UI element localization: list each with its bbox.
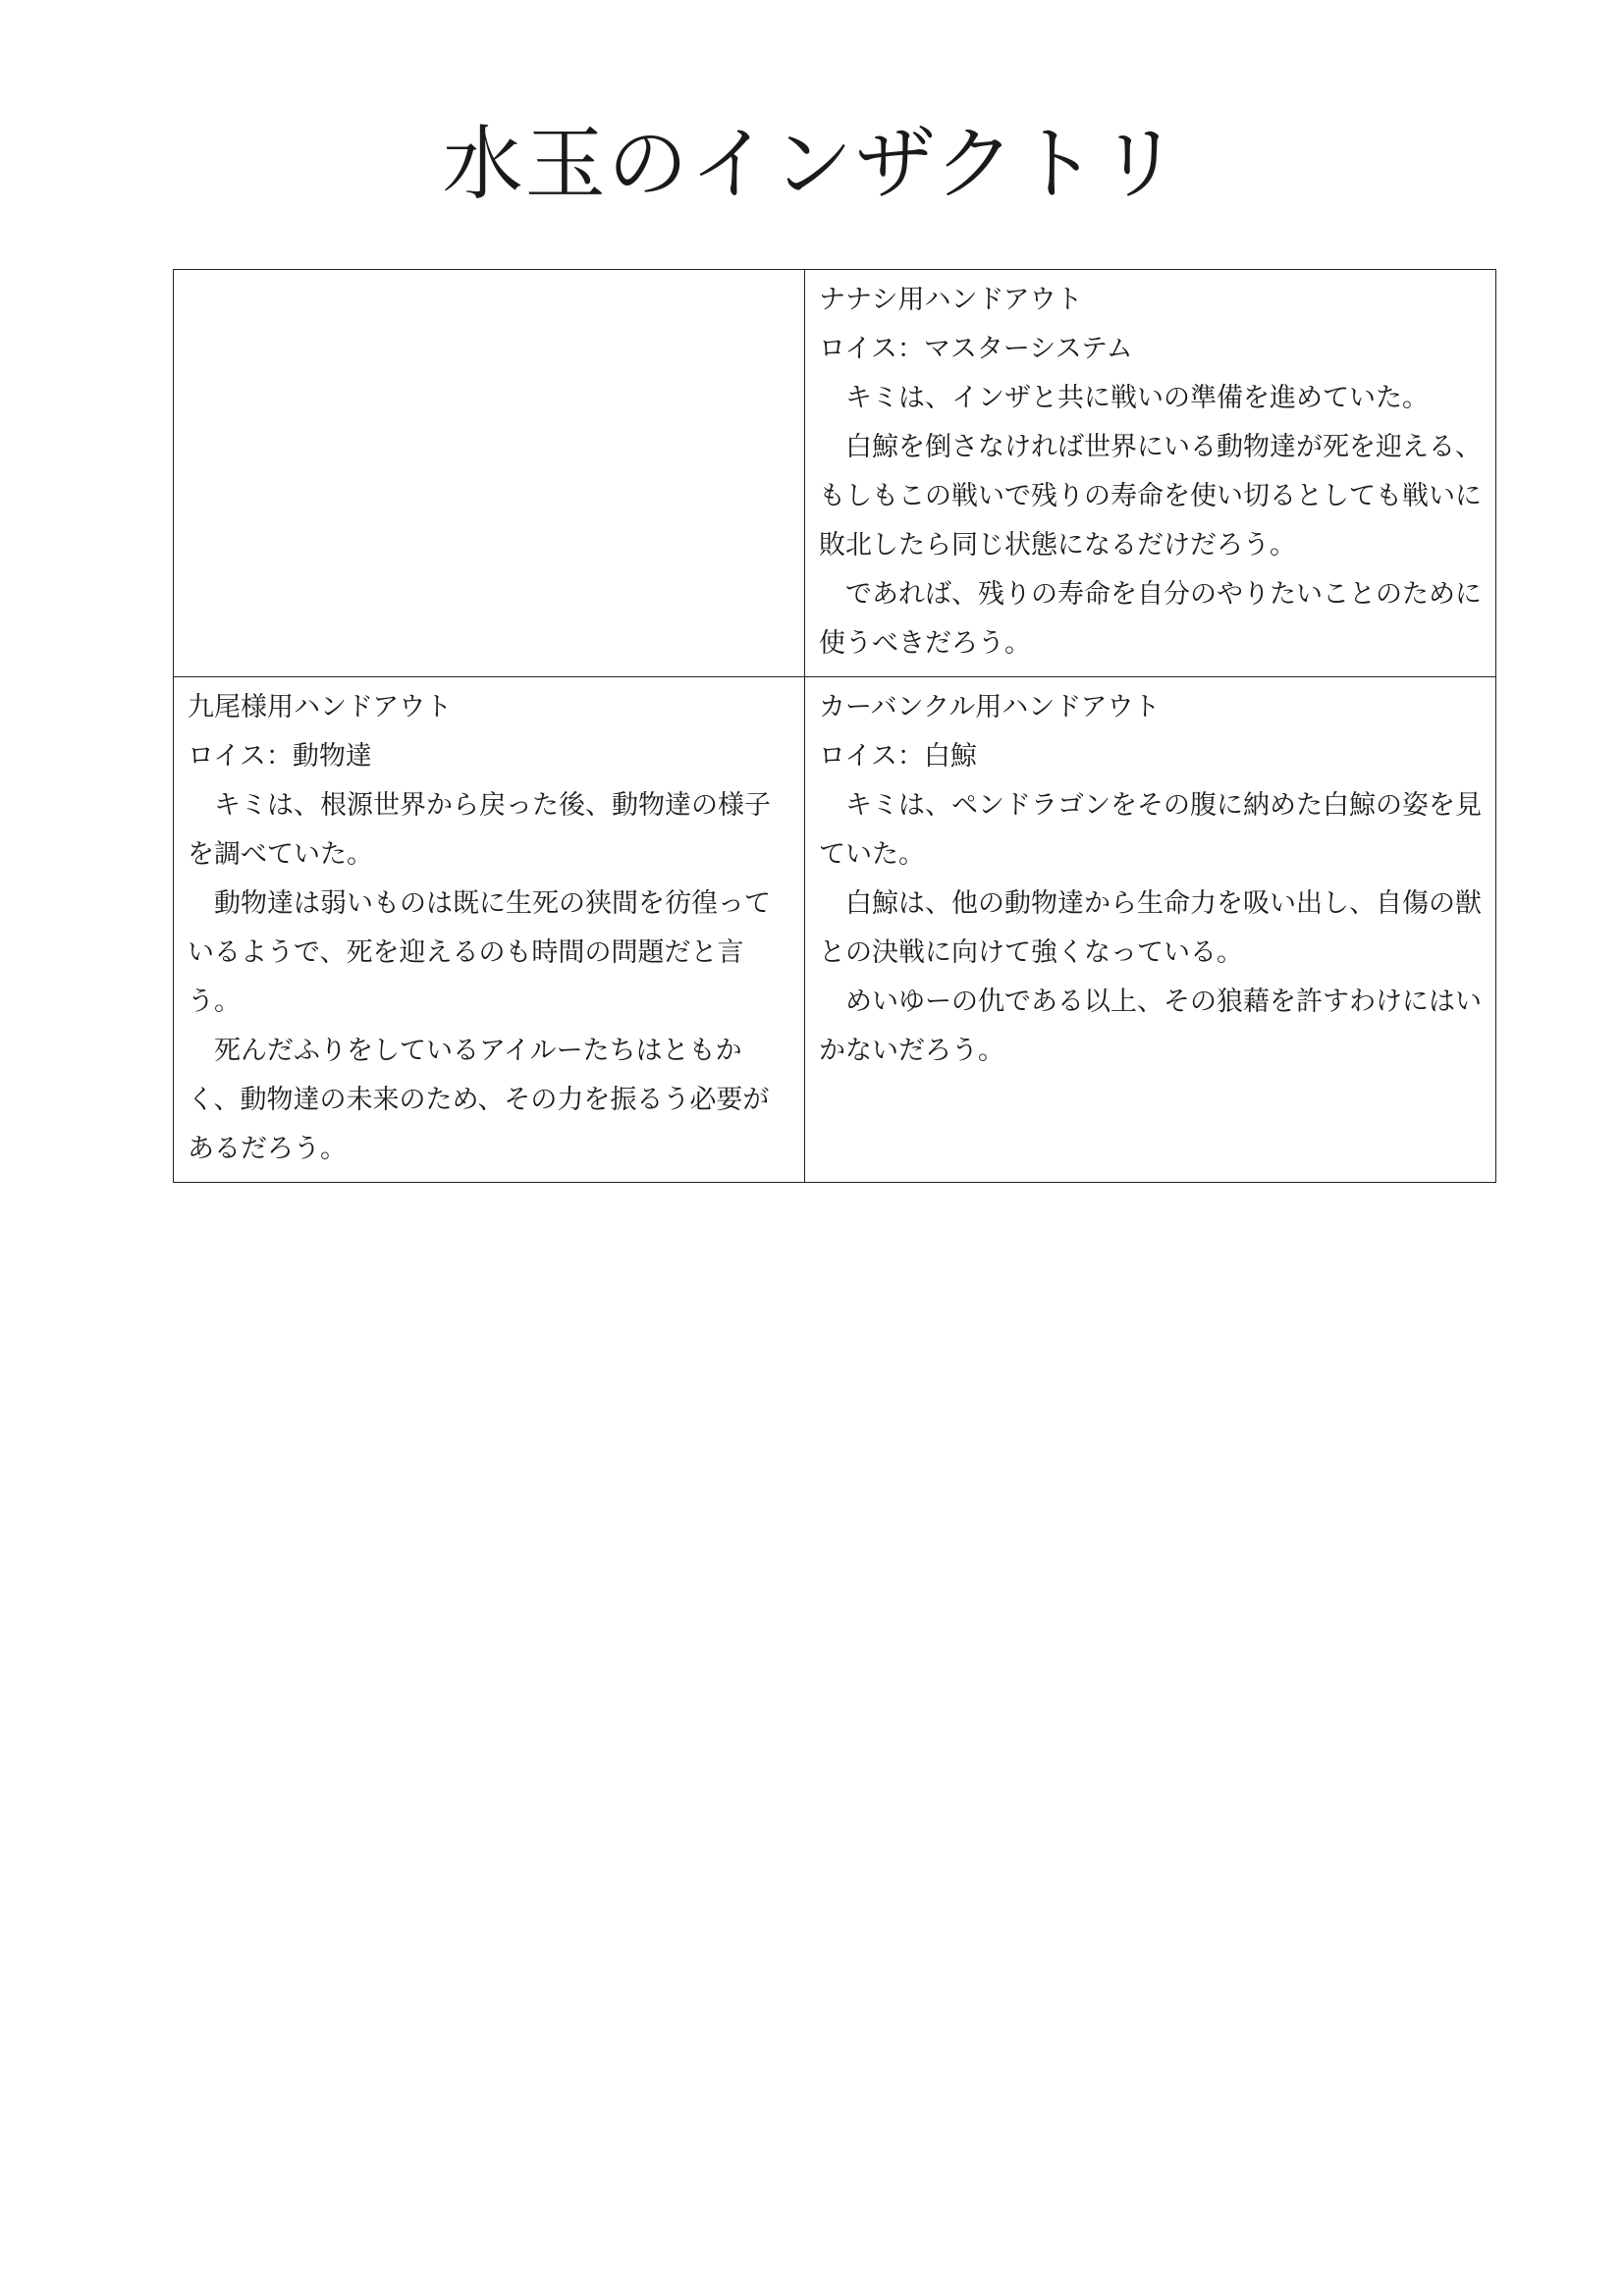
handout-paragraph: 白鯨は、他の動物達から生命力を吸い出し、自傷の獣との決戦に向けて強くなっている。 xyxy=(819,888,1482,968)
handout-paragraph: 動物達は弱いものは既に生死の狭間を彷徨っているようで、死を迎えるのも時間の問題だと言う。 xyxy=(188,888,771,1017)
handout-cell-empty xyxy=(174,270,805,677)
handout-cell-carbuncle xyxy=(805,677,1496,1183)
handout-heading: 九尾様用ハンドアウト xyxy=(188,692,453,722)
handout-paragraph: 死んだふりをしているアイルーたちはともかく、動物達の未来のため、その力を振るう必要があるだろう。 xyxy=(188,1036,770,1164)
handout-paragraph: 白鯨を倒さなければ世界にいる動物達が死を迎える、もしもこの戦いで残りの寿命を使い切るとしても戦いに敗北したら同じ状態になるだけだろう。 xyxy=(819,432,1482,561)
handout-cell-nanashi xyxy=(805,270,1496,677)
table-row xyxy=(174,677,1496,1183)
handout-lois: ロイス：動物達 xyxy=(188,741,372,772)
handout-heading: ナナシ用ハンドアウト xyxy=(819,285,1083,315)
handout-heading: カーバンクル用ハンドアウト xyxy=(819,692,1161,722)
table-row xyxy=(174,270,1496,677)
handout-lois: ロイス：マスターシステム xyxy=(819,334,1133,364)
handout-lois: ロイス：白鯨 xyxy=(819,741,977,772)
handout-cell-kyubi xyxy=(174,677,805,1183)
handout-table xyxy=(173,269,1496,1183)
handout-paragraph: めいゆーの仇である以上、その狼藉を許すわけにはいかないだろう。 xyxy=(819,987,1482,1066)
handout-paragraph: キミは、根源世界から戻った後、動物達の様子を調べていた。 xyxy=(188,790,771,870)
handout-paragraph: であれば、残りの寿命を自分のやりたいことのために使うべきだろう。 xyxy=(819,579,1482,659)
document-title: 水玉のインザクトリ xyxy=(442,118,1182,211)
handout-paragraph: キミは、インザと共に戦いの準備を進めていた。 xyxy=(845,383,1429,413)
handout-paragraph: キミは、ペンドラゴンをその腹に納めた白鯨の姿を見ていた。 xyxy=(819,790,1482,870)
